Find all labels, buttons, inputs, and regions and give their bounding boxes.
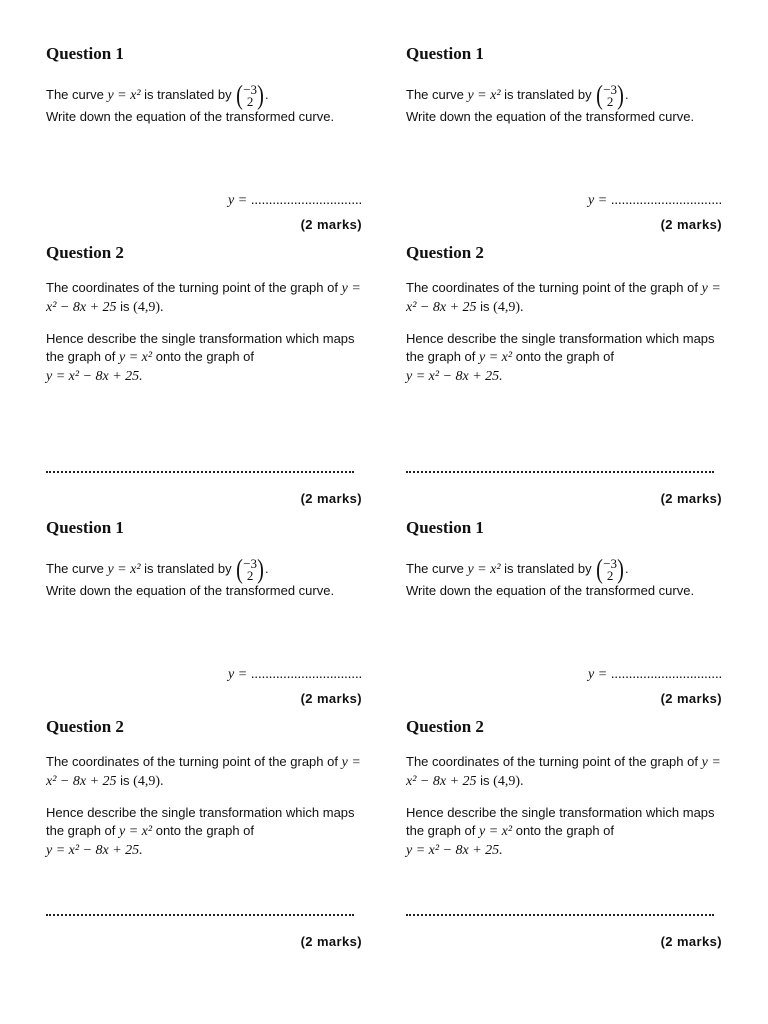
question-1-prompt: The curve y = x² is translated by ( −3 2 ) .: [406, 80, 629, 110]
translation-vector: ( −3 2 ): [596, 80, 624, 110]
equation-y-equals-x-squared: y = x²: [107, 87, 141, 103]
question-1-title: Question 1: [406, 518, 484, 537]
question-1-prompt: The curve y = x² is translated by ( −3 2 ) .: [46, 80, 269, 110]
answer-line[interactable]: y = ...............................: [228, 665, 362, 682]
answer-line[interactable]: [46, 471, 354, 473]
marks-label: (2 marks): [660, 491, 722, 506]
question-1-prompt: The curve y = x² is translated by ( −3 2 ) .: [46, 554, 269, 584]
marks-label: (2 marks): [300, 934, 362, 949]
question-1-title: Question 1: [406, 44, 484, 63]
question-2-title: Question 2: [406, 717, 484, 736]
equation-y-equals-x-squared: y = x²: [467, 561, 501, 577]
marks-label: (2 marks): [300, 491, 362, 506]
marks-label: (2 marks): [300, 217, 362, 232]
question-1-title: Question 1: [46, 518, 124, 537]
question-card-bottom-left: [46, 518, 362, 992]
equation-y-equals-x-squared: y = x²: [107, 561, 141, 577]
question-2-statement: The coordinates of the turning point of the graph of y = x² − 8x + 25 is (4,9).: [406, 754, 721, 789]
question-1-instruction: Write down the equation of the transformed curve.: [406, 109, 695, 124]
question-1-instruction: Write down the equation of the transformed curve.: [46, 583, 335, 598]
marks-label: (2 marks): [300, 691, 362, 706]
question-2-statement: The coordinates of the turning point of the graph of y = x² − 8x + 25 is (4,9).: [46, 280, 361, 315]
question-2-statement: The coordinates of the turning point of the graph of y = x² − 8x + 25 is (4,9).: [406, 280, 721, 315]
translation-vector: ( −3 2 ): [596, 554, 624, 584]
marks-label: (2 marks): [660, 934, 722, 949]
translation-vector: ( −3 2 ): [236, 80, 264, 110]
question-1-instruction: Write down the equation of the transformed curve.: [406, 583, 695, 598]
marks-label: (2 marks): [660, 691, 722, 706]
question-2-statement: The coordinates of the turning point of the graph of y = x² − 8x + 25 is (4,9).: [46, 754, 361, 789]
question-card-top-right: [406, 44, 722, 518]
question-card-top-left: [46, 44, 362, 518]
question-2-task: Hence describe the single transformation which maps the graph of y = x² onto the graph of y = x² − 8x + 25.: [406, 331, 715, 384]
question-2-title: Question 2: [46, 717, 124, 736]
answer-line[interactable]: y = ...............................: [228, 191, 362, 208]
question-card-bottom-right: [406, 518, 722, 992]
question-2-title: Question 2: [406, 243, 484, 262]
answer-line[interactable]: [406, 471, 714, 473]
answer-line[interactable]: [406, 914, 714, 916]
answer-line[interactable]: y = ...............................: [588, 665, 722, 682]
question-1-instruction: Write down the equation of the transformed curve.: [46, 109, 335, 124]
question-2-task: Hence describe the single transformation which maps the graph of y = x² onto the graph of y = x² − 8x + 25.: [46, 331, 355, 384]
question-1-prompt: The curve y = x² is translated by ( −3 2 ) .: [406, 554, 629, 584]
answer-line[interactable]: y = ...............................: [588, 191, 722, 208]
question-2-task: Hence describe the single transformation which maps the graph of y = x² onto the graph of y = x² − 8x + 25.: [406, 805, 715, 858]
question-2-title: Question 2: [46, 243, 124, 262]
equation-y-equals-x-squared: y = x²: [467, 87, 501, 103]
question-2-task: Hence describe the single transformation which maps the graph of y = x² onto the graph of y = x² − 8x + 25.: [46, 805, 355, 858]
question-1-title: Question 1: [46, 44, 124, 63]
translation-vector: ( −3 2 ): [236, 554, 264, 584]
answer-line[interactable]: [46, 914, 354, 916]
marks-label: (2 marks): [660, 217, 722, 232]
